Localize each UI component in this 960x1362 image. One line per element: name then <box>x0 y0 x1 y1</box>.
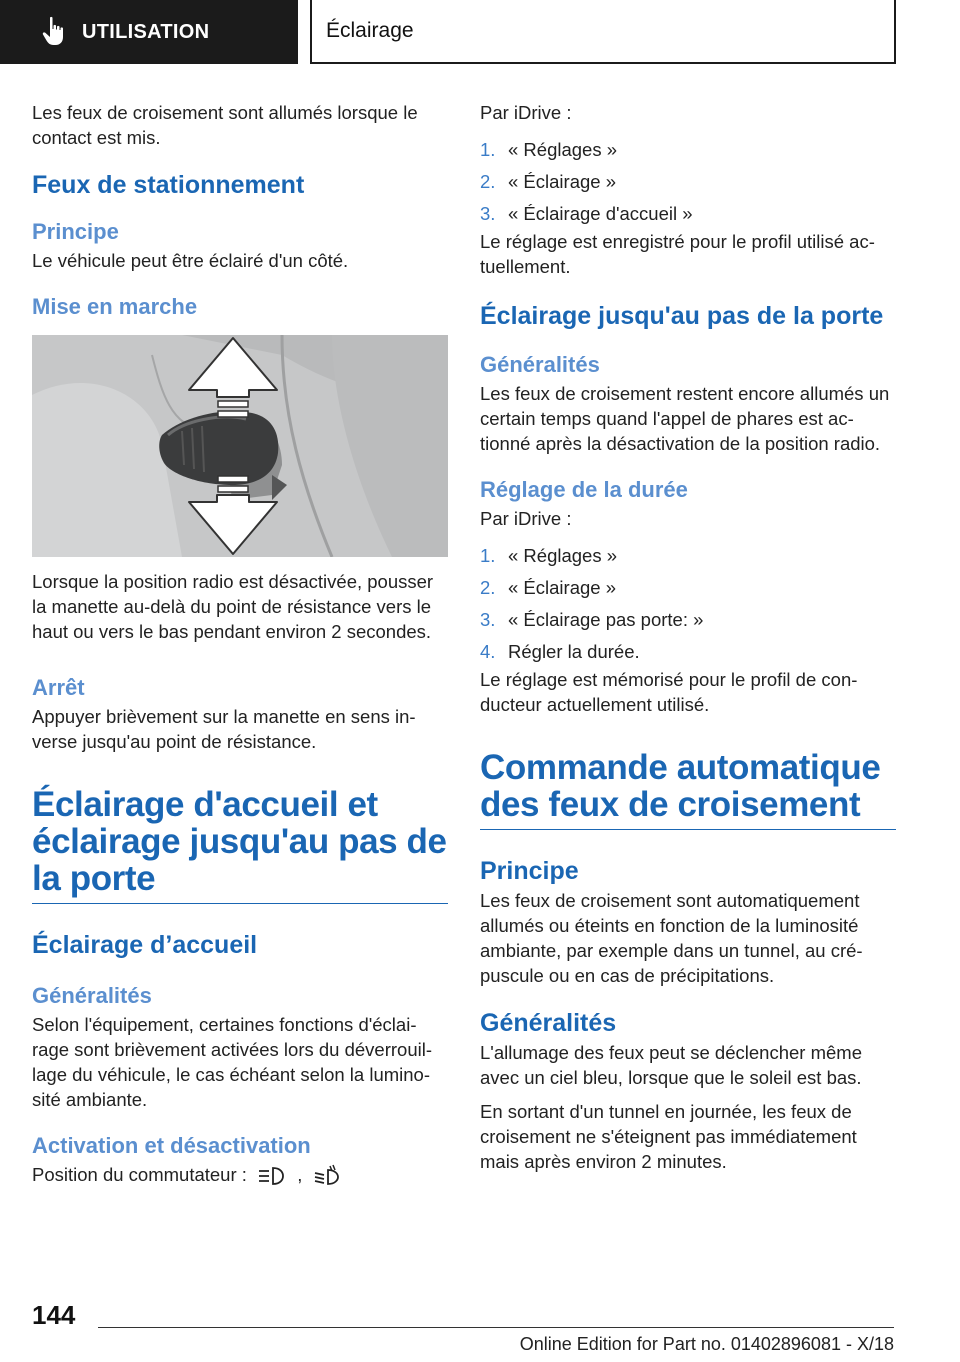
title-rule <box>32 903 448 904</box>
step-item <box>480 639 896 664</box>
left-column <box>32 100 448 1197</box>
chapter-tab <box>310 0 896 64</box>
eclairage-accueil-heading: Éclairage d’accueil <box>32 931 258 959</box>
pas-de-porte-heading: Éclairage jusqu'au pas de la porte <box>480 302 884 330</box>
switch-position-paragraph <box>32 1162 448 1188</box>
turn-signal-stalk-illustration <box>32 335 448 557</box>
step-item <box>480 607 896 632</box>
step-item <box>480 201 896 226</box>
page-header <box>0 0 960 68</box>
duree-heading: Réglage de la durée <box>480 477 688 502</box>
chapter-label: Éclairage <box>326 19 414 42</box>
generalites-heading: Généralités <box>32 983 152 1008</box>
generalites-paragraph-2: Les feux de croisement restent encore allumés un certain temps quand l'appel de phares est ac-tionné après la désactivation de la position radio. <box>480 383 890 454</box>
hand-pointer-icon <box>36 14 72 50</box>
step-text: « Éclairage » <box>508 577 616 598</box>
generalites-paragraph-3a: L'allumage des feux peut se déclencher même avec un ciel bleu, lorsque que le soleil est bas. <box>480 1042 862 1088</box>
step-number: 3. <box>480 609 496 630</box>
generalites-heading-3: Généralités <box>480 1009 617 1037</box>
parking-light-symbol-icon <box>256 1165 286 1187</box>
par-idrive-label-2: Par iDrive : <box>480 508 572 529</box>
activation-heading: Activation et désactivation <box>32 1133 311 1158</box>
title-rule-2 <box>480 829 896 830</box>
edition-text: Online Edition for Part no. 01402896081 - X/18 <box>519 1334 894 1354</box>
welcome-lighting-title: Éclairage d'accueil et éclairage jusqu'au pas de la porte <box>32 785 447 898</box>
intro-paragraph: Les feux de croisement sont allumés lorsque le contact est mis. <box>32 102 418 148</box>
idrive-steps-welcome <box>480 137 896 226</box>
mise-en-marche-heading: Mise en marche <box>32 294 198 319</box>
right-column <box>480 100 896 1183</box>
principe-heading-2: Principe <box>480 857 579 885</box>
step-number: 2. <box>480 577 496 598</box>
step-text: « Réglages » <box>508 545 618 566</box>
switch-position-separator: , <box>297 1164 303 1185</box>
footer-rule <box>98 1327 894 1328</box>
memo-paragraph: Le réglage est mémorisé pour le profil de con-ducteur actuellement utilisé. <box>480 669 858 715</box>
step-number: 3. <box>480 203 496 224</box>
generalites-paragraph: Selon l'équipement, certaines fonctions d'éclai-rage sont brièvement activées lors du déverrouil-lage du véhicule, le cas échéant selon la lumino-sité ambiante. <box>32 1014 432 1110</box>
generalites-paragraph-3b: En sortant d'un tunnel en journée, les feux de croisement ne s'éteignent pas immédiatement mais après environ 2 minutes. <box>480 1101 857 1172</box>
step-item <box>480 169 896 194</box>
section-tab <box>0 0 298 64</box>
step-text: « Éclairage pas porte: » <box>508 609 704 630</box>
auto-low-beam-title: Commande automatique des feux de croisement <box>480 748 881 824</box>
mise-en-marche-paragraph: Lorsque la position radio est désactivée, pousser la manette au-delà du point de résistance vers le haut ou vers le bas pendant environ 2 secondes. <box>32 571 434 642</box>
step-number: 1. <box>480 545 496 566</box>
section-label: UTILISATION <box>82 20 210 43</box>
arret-heading: Arrêt <box>32 675 85 700</box>
principe-heading: Principe <box>32 219 119 244</box>
step-number: 4. <box>480 641 496 662</box>
step-item <box>480 543 896 568</box>
parking-lights-heading: Feux de stationnement <box>32 171 305 199</box>
generalites-heading-2: Généralités <box>480 352 600 377</box>
saved-paragraph: Le réglage est enregistré pour le profil utilisé ac-tuellement. <box>480 231 875 277</box>
low-beam-auto-symbol-icon <box>313 1164 341 1188</box>
step-text: « Réglages » <box>508 139 618 160</box>
principe-paragraph: Le véhicule peut être éclairé d'un côté. <box>32 250 349 271</box>
step-number: 1. <box>480 139 496 160</box>
step-text: « Éclairage d'accueil » <box>508 203 693 224</box>
page-number: 144 <box>32 1300 76 1330</box>
step-number: 2. <box>480 171 496 192</box>
step-item <box>480 575 896 600</box>
par-idrive-label-1: Par iDrive : <box>480 102 572 123</box>
step-text: Régler la durée. <box>508 641 640 662</box>
step-text: « Éclairage » <box>508 171 616 192</box>
principe-paragraph-2: Les feux de croisement sont automatiquement allumés ou éteints en fonction de la luminosité ambiante, par exemple dans un tunnel, au cré-puscule ou en cas de précipitations. <box>480 890 863 986</box>
idrive-steps-duration <box>480 543 896 664</box>
switch-position-label: Position du commutateur : <box>32 1164 247 1185</box>
step-item <box>480 137 896 162</box>
arret-paragraph: Appuyer brièvement sur la manette en sens in-verse jusqu'au point de résistance. <box>32 706 416 752</box>
